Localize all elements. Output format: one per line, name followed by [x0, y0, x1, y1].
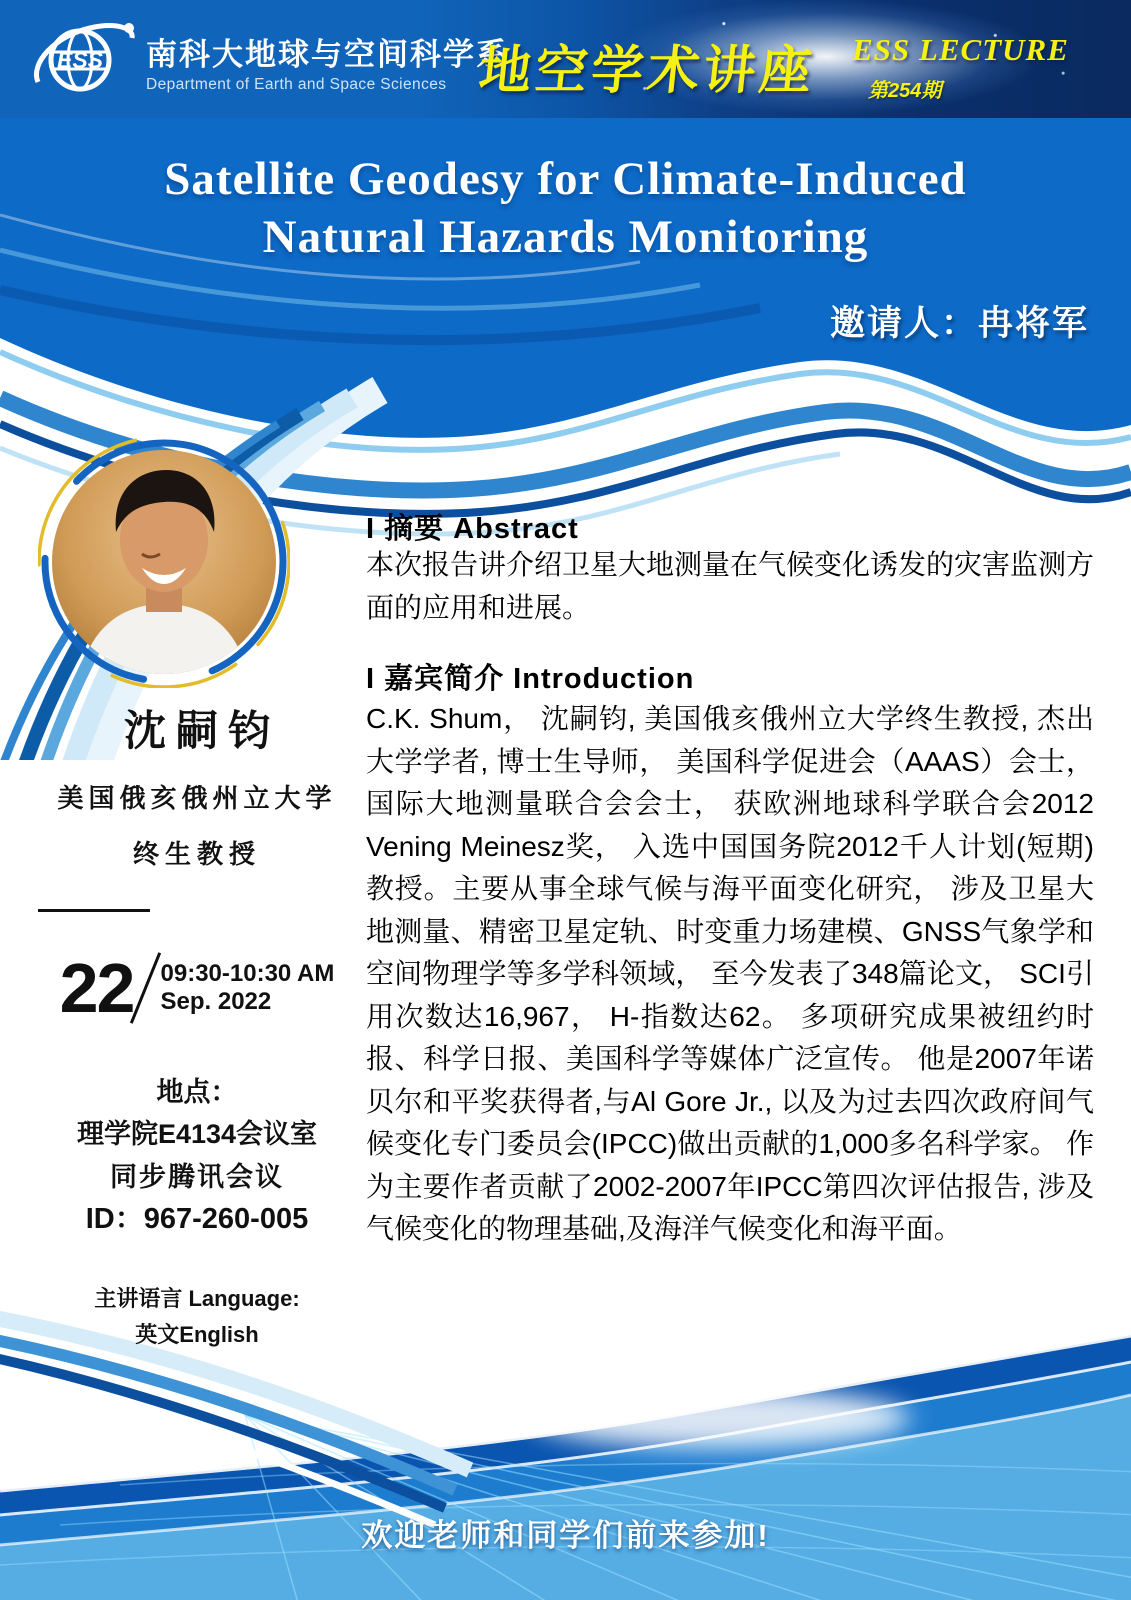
- speaker-name: 沈嗣钧: [123, 707, 280, 754]
- date-time-block: [38, 950, 356, 1026]
- location-online: 同步腾讯会议: [110, 1162, 284, 1192]
- ess-globe-logo-icon: [28, 12, 140, 106]
- divider-line: [38, 909, 150, 912]
- lecture-title: [0, 150, 1131, 266]
- department-title: [146, 38, 509, 94]
- abstract-body: 本次报告讲介绍卫星大地测量在气候变化诱发的灾害监测方面的应用和进展。: [366, 549, 1095, 623]
- lecture-title-line1: Satellite Geodesy for Climate-Induced: [164, 153, 967, 205]
- lecture-title-line2: Natural Hazards Monitoring: [262, 211, 869, 263]
- speaker-position: 终生教授: [132, 839, 261, 869]
- department-name-en: Department of Earth and Space Sciences: [146, 76, 447, 93]
- introduction-heading: I 嘉宾简介 Introduction: [366, 663, 695, 695]
- lecture-series-title-cn: 地空学术讲座: [476, 42, 819, 100]
- abstract-heading: I 摘要 Abstract: [366, 513, 579, 545]
- speaker-panel: [38, 430, 356, 1390]
- speaker-affiliation: 美国俄亥俄州立大学: [57, 783, 337, 813]
- language-label: 主讲语言 Language:: [94, 1286, 300, 1311]
- language-value: 英文English: [135, 1322, 259, 1347]
- lecture-issue-number: 第254期: [868, 80, 942, 102]
- inviter-line: 邀请人：冉将军: [829, 304, 1089, 343]
- lecture-month-year: Sep. 2022: [160, 988, 272, 1015]
- header-band: [0, 0, 1131, 118]
- lecture-time: 09:30-10:30 AM: [160, 960, 335, 987]
- lecture-series-title-en: ESS LECTURE: [852, 32, 1069, 67]
- meeting-id: ID：967-260-005: [85, 1203, 309, 1235]
- logo-text: ESS: [56, 47, 104, 73]
- introduction-body: C.K. Shum， 沈嗣钧, 美国俄亥俄州立大学终生教授, 杰出大学学者, 博士生导师， 美国科学促进会（AAAS）会士， 国际大地测量联合会会士， 获欧洲地球科学联合会2012 Vening Meinesz奖， 入选中国国务院2012千人计划(短期)教授。主要从事全球气候与海平面变化研究， 涉及卫星大地测量、精密卫星定轨、时变重力场建模、GNSS气象学和空间物理学等多学科领域， 至今发表了348篇论文， SCI引用次数达16,967， H-指数达62。 多项研究成果被纽约时报、科学日报、美国科学等媒体广泛宣传。 他是2007年诺贝尔和平奖获得者,与Al Gore Jr., 以及为过去四次政府间气候变化专门委员会(IPCC)做出贡献的1,000多名科学家。 作为主要作者贡献了2002-2007年IPCC第四次评估报告, 涉及气候变化的物理基础,及海洋气候变化和海平面。: [366, 703, 1094, 1244]
- department-name-cn: 南科大地球与空间科学系: [146, 37, 509, 72]
- speaker-photo: [38, 436, 290, 688]
- location-label: 地点：: [156, 1077, 238, 1107]
- date-slash-divider: [129, 952, 160, 1024]
- location-room: 理学院E4134会议室: [76, 1119, 318, 1149]
- welcome-line: 欢迎老师和同学们前来参加!: [361, 1518, 770, 1553]
- date-day: 22: [59, 949, 134, 1027]
